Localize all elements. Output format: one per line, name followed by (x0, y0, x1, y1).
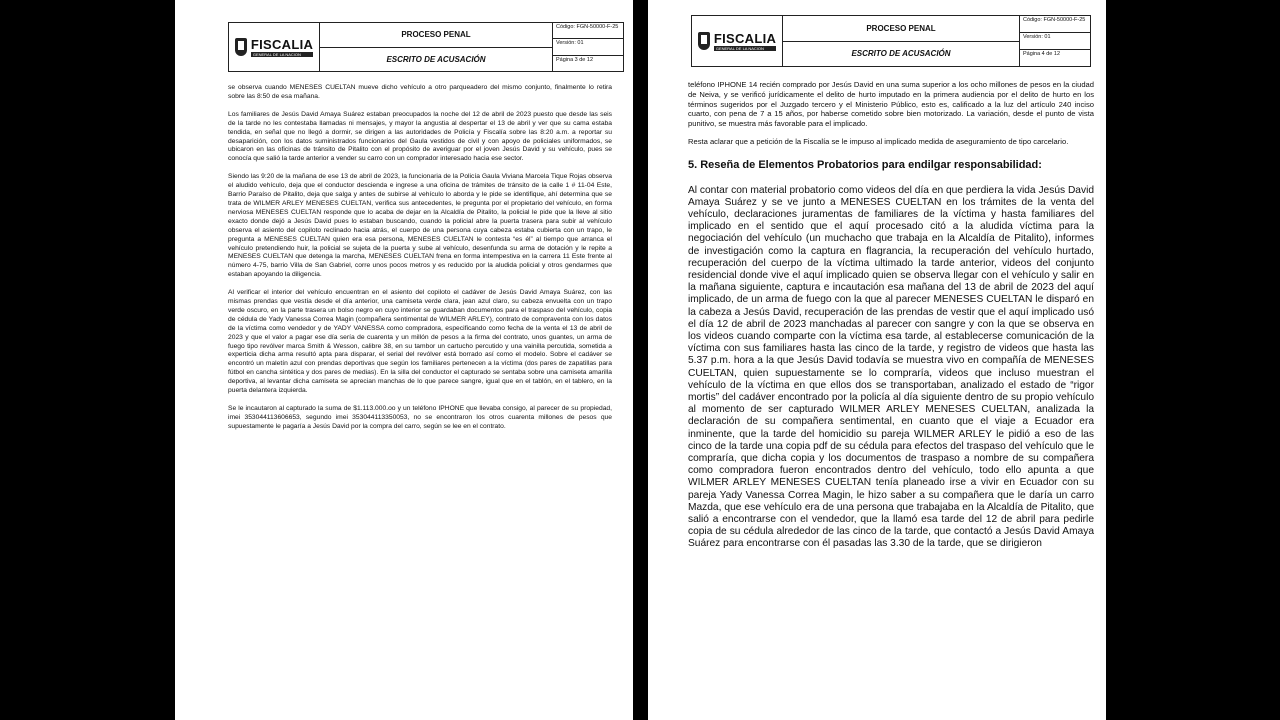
fiscalia-logo (229, 23, 320, 71)
paragraph: teléfono IPHONE 14 recién comprado por Jesús David en una suma superior a los ocho millones de pesos en la ciudad de Neiva, y se verificó jurídicamente el delito de hurto imputado en la primera audiencia por el delito de hurto en los términos sugeridos por el Juzgado tercero y el Ministerio Público, esto es, calificado a la luz del artículo 240 inciso cuarto, con pena de 7 a 15 años, por haberse cometido sobre bien motorizado. La variación, desde el punto de vista punitivo, se muestra más favorable para el implicado. (688, 80, 1094, 129)
document-header (691, 15, 1091, 67)
paragraph: Al verificar el interior del vehículo encuentran en el asiento del copiloto el cadáver de Jesús David Amaya Suárez, con las mismas prendas que vestía desde el día anterior, una camiseta verde clara, jean azul claro, su cabeza envuelta con un trapo verde oscuro, en la parte trasera un bolso negro en cuyo interior se guardaban documentos para el traspaso del vehículo, copia de cédula de Yady Vanessa Correa Magin (compañera sentimental de WILMER ARLEY), contrato de compraventa con los datos de la víctima como vendedor y de YADY VANESSA como compradora, especificando como fecha de la venta el 13 de abril de 2023 y que el valor a pagar ese día sería de cuarenta y un millón de pesos a la firma del contrato, unos guantes, un arma de fuego tipo revólver marca Smith & Wesson, calibre 38, en su tambor un cartucho percutido y una vainilla percutida, sometida a experticia dicha arma resultó apta para disparar, el serial del revólver está borrado así como el modelo. Sobre el cadáver se encontró un maletín azul con prendas deportivas que según los familiares pertenecen a la víctima (dos pares de zapatillas para fútbol en cancha sintética y dos pares de medias). En la silla del conductor el capturado se sentaba sobre una camiseta amarilla deportiva, al levantar dicha camiseta se aprecian manchas de lo que parece sangre, igual que en el tablón, en el tablero, en la puerta delantera izquierda. (228, 289, 612, 395)
logo-name: FISCALIA (250, 37, 314, 52)
process-title: PROCESO PENAL (401, 30, 471, 40)
paragraph: Los familiares de Jesús David Amaya Suárez estaban preocupados la noche del 12 de abril de 2023 puesto que desde las seis de la tarde no les contestaba llamadas ni mensajes, y mayor la angustia al despertar el 13 de abril y ver que su cama estaba tendida, en señal que no llegó a dormir, se dirigen a las autoridades de Policía y Fiscalía sobre las 8:20 a.m. a reportar su desaparición, con los datos suministrados funcionarios del Gaula vestidos de civil y con apoyo de policiales uniformados, se ubicaron en las oficinas de tránsito de Pitalito con el propósito de averiguar por el joven Jesús David y su vehículo, pues se conocía que salió la tarde anterior a vender su carro con un comprador interesado hacia ese sector. (228, 110, 612, 163)
document-header (228, 22, 624, 72)
paragraph: se observa cuando MENESES CUELTAN mueve dicho vehículo a otro parqueadero del mismo conjunto, finalmente lo retira sobre las 8:50 de esa mañana. (228, 84, 612, 100)
document-code: Código: FGN-50000-F-25 (1023, 17, 1086, 23)
document-version: Versión: 01 (553, 38, 623, 54)
paragraph: Resta aclarar que a petición de la Fiscalía se le impuso al implicado medida de aseguramiento de tipo carcelario. (688, 136, 1069, 146)
fiscalia-logo (692, 16, 783, 66)
logo-subtitle: GENERAL DE LA NACION (251, 52, 313, 57)
document-title: ESCRITO DE ACUSACIÓN (783, 41, 1019, 67)
process-title: PROCESO PENAL (866, 23, 936, 33)
evidence-paragraph: Al contar con material probatorio como videos del día en que perdiera la vida Jesús David Amaya Suárez y se ve junto a MENESES CUELTAN en los trámites de la venta del vehículo, declaraciones juramentas de familiares de la víctima y hasta familiares del implicado en el sentido que el aquí procesado citó a la aludida víctima para la negociación del vehículo (un muchacho que trabaja en la Alcaldía de Pitalito), informes de investigación como la captura en flagrancia, la recuperación del vehículo hurtado, recuperación del cuerpo de la víctima ultimado la tarde anterior, videos del conjunto residencial donde vive el aquí implicado quien se observa llegar con el vehículo y salir en la mañana siguiente, captura e incautación esa mañana del 13 de abril de 2023 del aquí implicado, de un arma de fuego con la que al parecer MENESES CUELTAN le disparó en la cabeza a Jesús David, recuperación de las prendas de vestir que el aquí implicado usó el día 12 de abril de 2023 manchadas al parecer con sangre y con la que se observa en los videos cuando comparte con la víctima esa tarde, al establecerse comunicación de la víctima con sus familiares hasta las cinco de la tarde, y registro de videos que hasta las 5.37 p.m. hora a la que Jesús David todavía se muestra vivo en compañía de MENESES CUELTAN, quien supuestamente se lo compraría, videos que incluso muestran el vehículo de la víctima en que ellos dos se transportaban, analizado el estado de “rigor mortis” del cadáver encontrado por la policía al día siguiente dentro de su propio vehículo al momento de ser capturado WILMER ARLEY MENESES CUELTAN, analizada la declaración de su compañera sentimental, en cuanto que el viaje a Ecuador era inminente, que la tarde del homicidio su pareja WILMER ARLEY le pidió a eso de las cinco de la tarde una copia pdf de su cédula para efectos del traspaso del vehículo que le compraría, que dicha copia y los documentos de traspaso a nombre de su compañera como compradora fueron encontrados dentro del vehículo, todo ello apunta a que WILMER ARLEY MENESES CUELTAN tenía planeado irse a vivir en Ecuador con su pareja Yady Vanessa Correa Magin, le hizo saber a su compañera que le daría un carro Mazda, que ese vehículo era de una persona que trabajaba en la Alcaldía de Pitalito, que salió a encontrarse con el vendedor, que la llamó esa tarde del 12 de abril para pedirle copia de su cédula alrededor de las cinco de la tarde, que contactó a Jesús David Amaya Suárez para encontrarse con él pasadas las 3.30 de la tarde, que se dirigieron (688, 184, 1094, 550)
document-title: ESCRITO DE ACUSACIÓN (320, 47, 552, 72)
document-body (688, 80, 1094, 559)
crest-icon (698, 32, 710, 50)
crest-icon (235, 38, 247, 56)
document-page-right (648, 0, 1106, 720)
logo-name: FISCALIA (713, 31, 777, 46)
document-page-left (175, 0, 633, 720)
paragraph: Se le incautaron al capturado la suma de $1.113.000.oo y un teléfono IPHONE que llevaba consigo, al parecer de su propiedad, imei 353044113606653, segundo imei 353044113350053, no se encontraron los otros cuarenta millones de pesos que supuestamente le pagaría a Jesús David por la compra del carro, según se lee en el contrato. (228, 405, 612, 430)
page-number: Página 4 de 12 (1020, 49, 1090, 66)
logo-subtitle: GENERAL DE LA NACION (714, 46, 776, 51)
paragraph: Siendo las 9:20 de la mañana de ese 13 de abril de 2023, la funcionaria de la Policía Gaula Viviana Marcela Tique Rojas observa el aludido vehículo, deja que el conductor descienda e ingrese a una oficina de trámites de tránsito de la calle 1 # 11-04 Este, Barrio Paraíso de Pitalito, deja que salga y antes de subirse al vehículo lo aborda y le pide se identifique, ahí determina que se trata de WILMER ARLEY MENESES CUELTAN, verifica sus antecedentes, le pregunta por el propietario del vehículo, en forma nerviosa MENESES CUELTAN responde que lo acaba de dejar en la Alcaldía de Pitalito, la policial le pide que la lleve al sitio exacto donde dejó a Jesús David pues lo estaban buscando, cuando la policial abre la puerta trasera para subir al vehículo observa el asiento del copiloto reclinado hacia atrás, el cuerpo de una persona cuya cabeza estaba cubierta con un trapo, le pregunta a MENESES CUELTAN quien era esa persona, MENESES CUELTAN le contesta “es él” al tiempo que arranca el vehículo pretendiendo huir, la policial se sujeta de la puerta y sube al vehículo, desenfunda su arma de dotación y le repite a MENESES CUELTAN que detenga la marcha, MENESES CUELTAN frena en forma intempestiva en la carrera 11 Este frente al número 4-75, barrio Villa de San Gabriel, corre unos pocos metros y es reducido por la aludida policial y otros gendarmes que estaban apoyando la diligencia. (228, 173, 612, 279)
page-number: Página 3 de 12 (553, 55, 623, 71)
document-body (228, 84, 612, 441)
document-code: Código: FGN-50000-F-25 (556, 24, 619, 30)
section-title: 5. Reseña de Elementos Probatorios para endilgar responsabilidad: (688, 158, 1042, 171)
document-version: Versión: 01 (1020, 32, 1090, 49)
